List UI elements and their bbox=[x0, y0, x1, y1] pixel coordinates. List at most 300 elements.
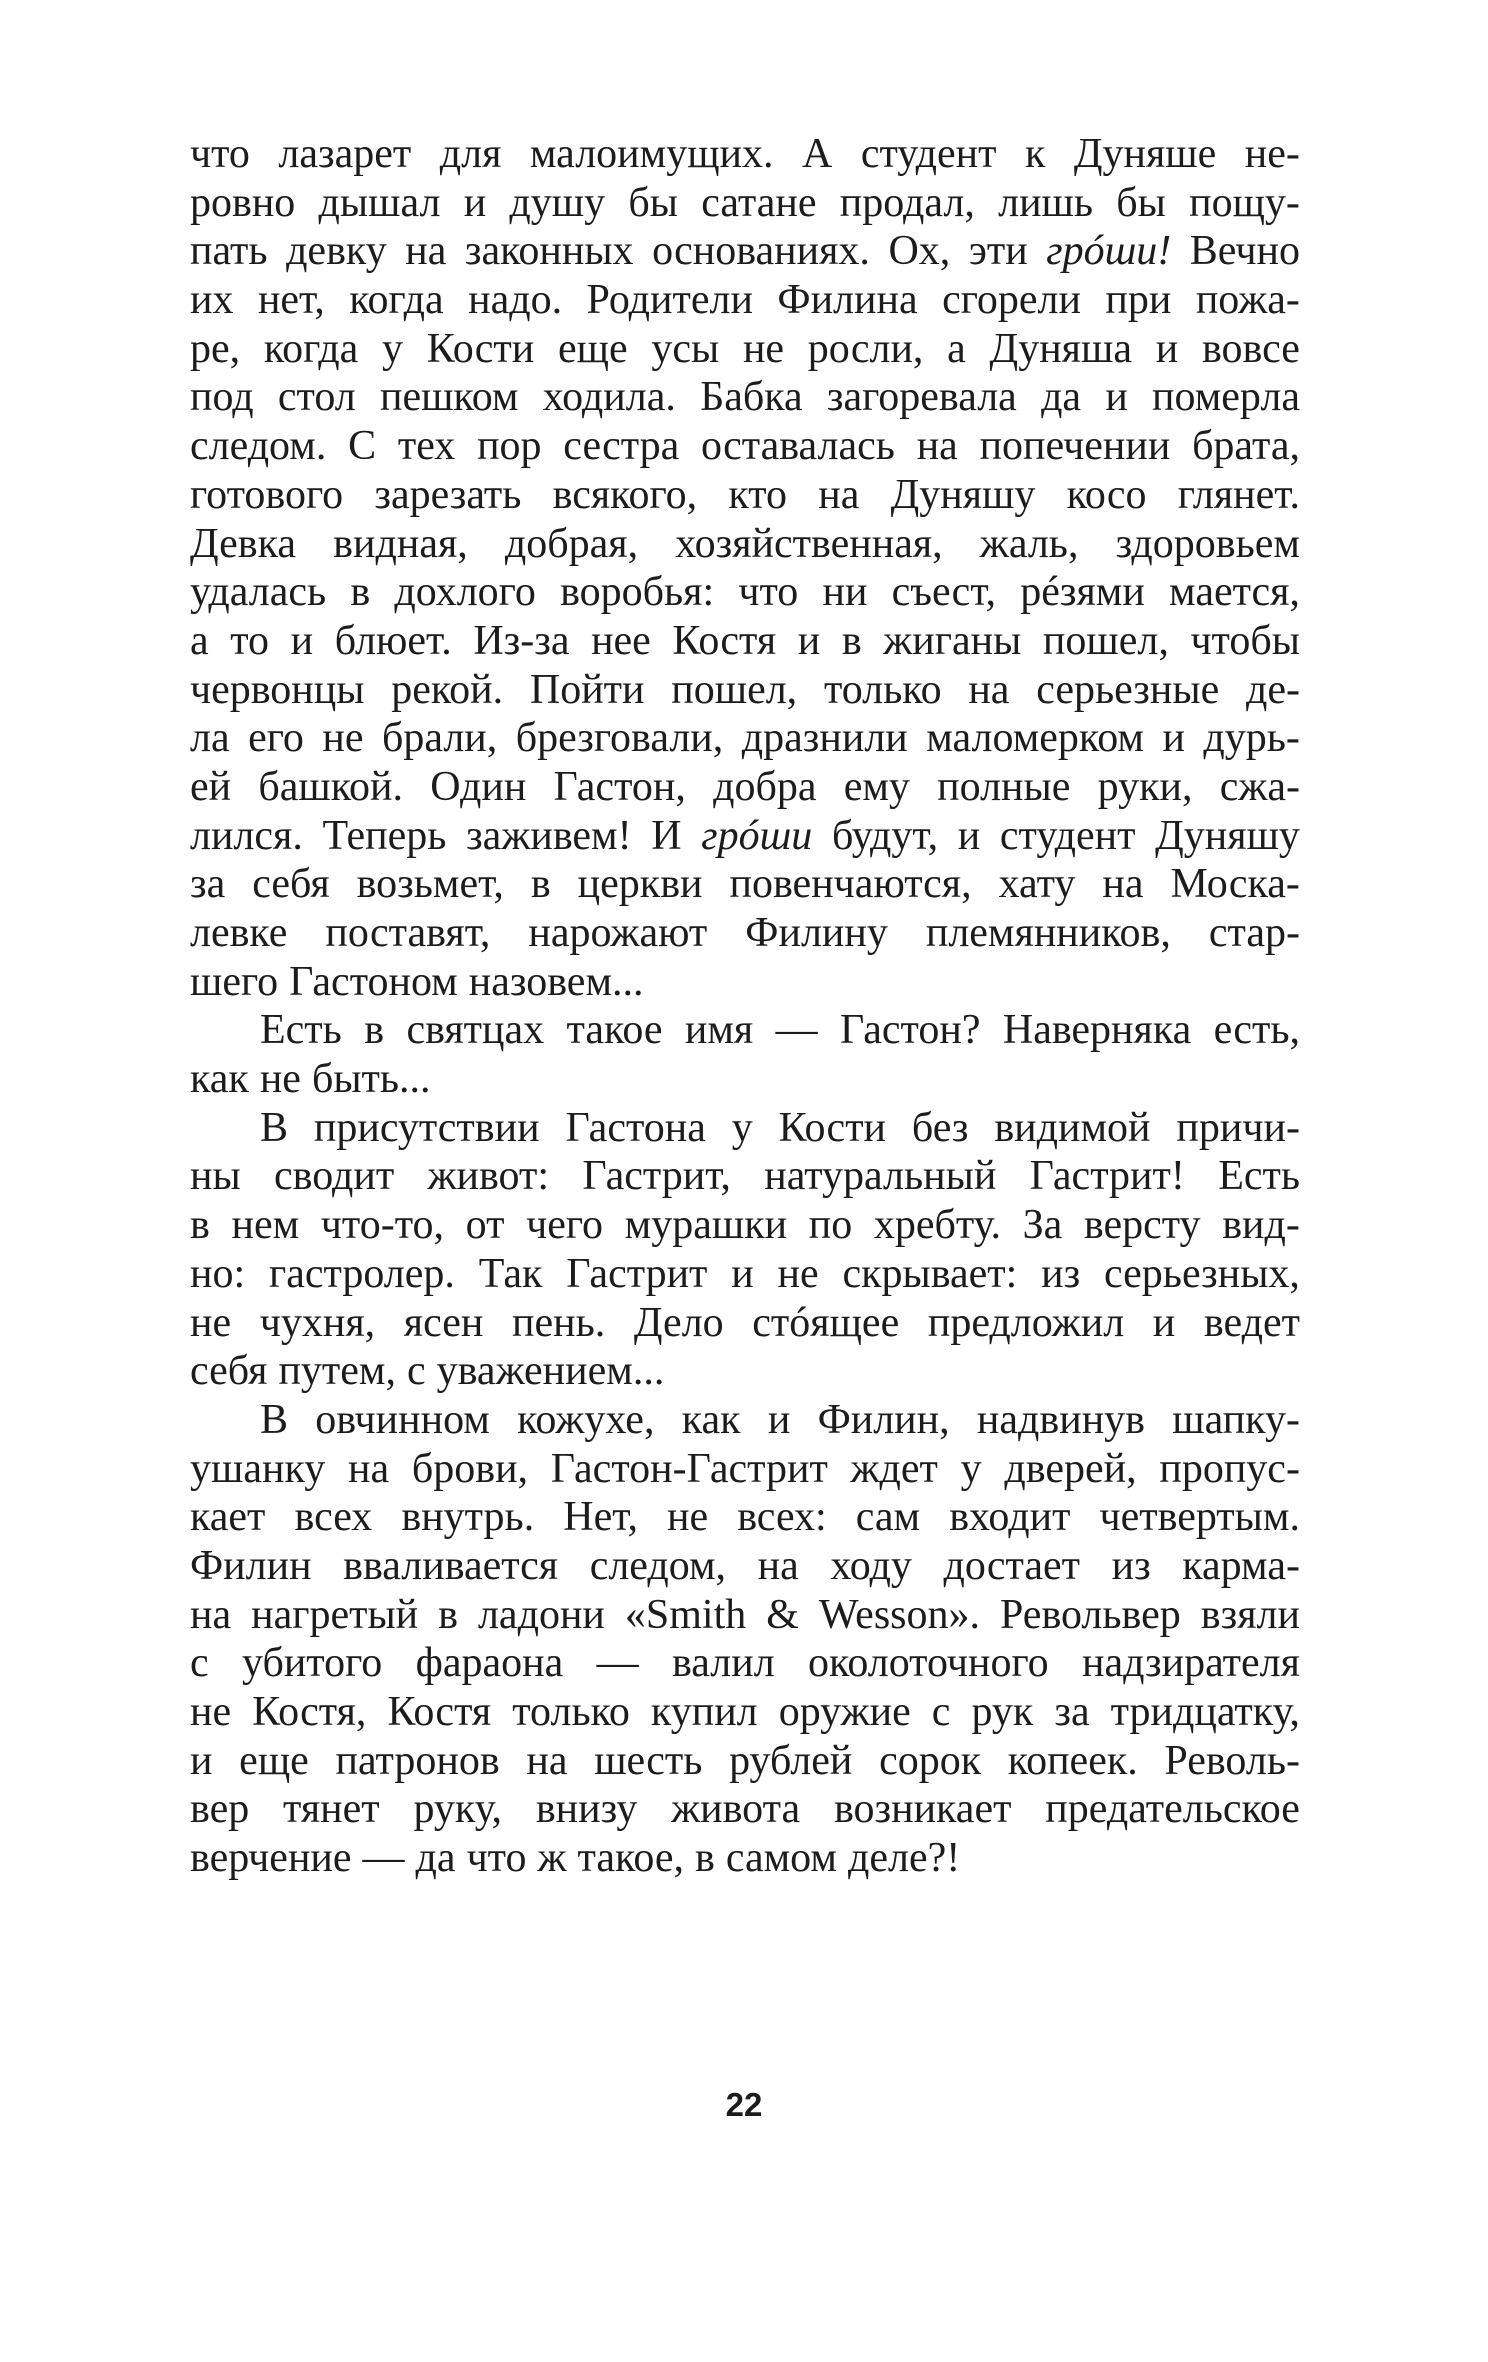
text-line bbox=[190, 1639, 1300, 1688]
text-line bbox=[190, 958, 1300, 1007]
word: чухня, bbox=[259, 1299, 376, 1346]
word: на bbox=[757, 1542, 799, 1589]
text-line bbox=[190, 1542, 1300, 1591]
word: пор bbox=[477, 423, 542, 470]
word: Дуняша bbox=[989, 325, 1132, 372]
word: из bbox=[1041, 1250, 1081, 1297]
word: нарожают bbox=[528, 910, 708, 956]
word: скрывает: bbox=[842, 1250, 1018, 1297]
word: у bbox=[382, 325, 404, 372]
page-number: 22 bbox=[725, 2086, 763, 2123]
text-line bbox=[190, 1785, 1300, 1834]
word: имя bbox=[684, 1007, 754, 1054]
word: внизу bbox=[535, 1786, 638, 1833]
word: дверей, bbox=[1004, 1445, 1137, 1492]
word: Дело bbox=[633, 1299, 724, 1346]
word: на bbox=[968, 666, 1010, 713]
word: студент bbox=[860, 131, 997, 177]
word: ни bbox=[822, 569, 868, 616]
word: из bbox=[1111, 1542, 1151, 1589]
word: всякого, bbox=[552, 471, 698, 518]
word: брали, bbox=[381, 715, 498, 762]
word: церкви bbox=[577, 861, 703, 908]
word: и bbox=[1105, 374, 1128, 421]
word: Дуняшу bbox=[890, 471, 1036, 518]
body-text bbox=[190, 130, 1300, 1883]
word: ему bbox=[843, 763, 910, 810]
word: и bbox=[190, 1737, 213, 1784]
word: и bbox=[957, 812, 981, 859]
text-line bbox=[190, 1396, 1300, 1445]
word: лился. bbox=[190, 812, 303, 859]
word: внутрь. bbox=[401, 1494, 535, 1541]
word: башкой. bbox=[258, 763, 403, 810]
word: что bbox=[190, 131, 250, 177]
word: в bbox=[694, 1835, 715, 1882]
word: что bbox=[466, 1835, 527, 1882]
word: вваливается bbox=[343, 1542, 559, 1589]
word: червонцы bbox=[190, 666, 365, 713]
word: померла bbox=[1152, 374, 1300, 421]
word: ходу bbox=[830, 1542, 912, 1589]
word: глянет. bbox=[1177, 471, 1300, 518]
word: стóящее bbox=[752, 1299, 900, 1346]
text-line bbox=[190, 276, 1300, 325]
word: под bbox=[190, 374, 254, 421]
word: есть, bbox=[1213, 1007, 1300, 1054]
text-line bbox=[190, 1201, 1300, 1250]
word: и bbox=[1162, 715, 1185, 762]
word: да bbox=[415, 1835, 456, 1882]
word: В bbox=[260, 1396, 289, 1443]
word: кает bbox=[190, 1494, 266, 1541]
word: ладони bbox=[477, 1591, 605, 1638]
word: дышал bbox=[318, 179, 441, 226]
word: грóши bbox=[701, 812, 813, 859]
word: что bbox=[738, 569, 799, 616]
word: зарезать bbox=[374, 471, 522, 518]
word: только bbox=[823, 666, 942, 713]
word: Wesson». bbox=[818, 1591, 981, 1638]
word: надзирателя bbox=[1082, 1640, 1300, 1687]
word: Филину bbox=[745, 910, 888, 956]
word: студент bbox=[999, 812, 1136, 859]
word: Ох, bbox=[888, 228, 951, 275]
word: натуральный bbox=[764, 1153, 997, 1200]
word: хату bbox=[998, 861, 1076, 908]
word: валил bbox=[672, 1640, 775, 1687]
word: сводит bbox=[274, 1153, 395, 1200]
word: надо. bbox=[468, 277, 563, 324]
word: Дуняше bbox=[1073, 131, 1217, 177]
text-line bbox=[190, 179, 1300, 228]
word: Вечно bbox=[1189, 228, 1300, 275]
word: руку, bbox=[413, 1786, 503, 1833]
word: еще bbox=[557, 325, 628, 372]
text-line bbox=[190, 1493, 1300, 1542]
word: удалась bbox=[190, 569, 327, 616]
word: их bbox=[190, 277, 234, 324]
word: сжа- bbox=[1219, 763, 1300, 810]
word: и bbox=[1155, 325, 1179, 372]
text-line bbox=[190, 909, 1300, 958]
word: еще bbox=[239, 1737, 309, 1784]
word: Револьвер bbox=[1000, 1591, 1181, 1638]
word: будут, bbox=[831, 812, 939, 859]
word: ходила. bbox=[542, 374, 676, 421]
word: ясен bbox=[403, 1299, 484, 1346]
word: достает bbox=[943, 1542, 1081, 1589]
word: когда bbox=[263, 325, 359, 372]
word: да bbox=[1041, 374, 1082, 421]
word: ны bbox=[190, 1153, 241, 1200]
word: путем, bbox=[278, 1348, 396, 1395]
text-line bbox=[190, 1152, 1300, 1201]
word: что-то, bbox=[320, 1202, 445, 1249]
word: ждет bbox=[850, 1445, 938, 1492]
text-line bbox=[190, 714, 1300, 763]
word: сгорели bbox=[942, 277, 1081, 324]
word: от bbox=[465, 1202, 505, 1249]
word: Гастрит bbox=[566, 1250, 708, 1297]
word: и bbox=[767, 1396, 791, 1443]
word: при bbox=[1105, 277, 1172, 324]
word: кто bbox=[728, 471, 788, 518]
word: версту bbox=[1083, 1202, 1201, 1249]
word: попечении bbox=[979, 423, 1171, 470]
word: овчинном bbox=[315, 1396, 490, 1443]
word: надвинув bbox=[976, 1396, 1146, 1443]
word: присутствии bbox=[313, 1104, 540, 1151]
word: за bbox=[190, 861, 226, 908]
word: на bbox=[1102, 861, 1144, 908]
word: не bbox=[777, 1250, 819, 1297]
word: видная, bbox=[333, 520, 468, 567]
word: и bbox=[463, 179, 487, 226]
word: в bbox=[530, 861, 551, 908]
word: не bbox=[322, 715, 364, 762]
text-line bbox=[190, 763, 1300, 812]
word: Гастрит, bbox=[582, 1153, 731, 1200]
word: лишь bbox=[998, 179, 1094, 226]
word: живот: bbox=[427, 1153, 550, 1200]
word: не bbox=[742, 325, 785, 372]
word: росли, bbox=[807, 325, 924, 372]
word: вовсе bbox=[1201, 325, 1300, 372]
word: по bbox=[808, 1202, 853, 1249]
word: околоточного bbox=[808, 1640, 1049, 1687]
word: руки, bbox=[1097, 763, 1193, 810]
word: входит bbox=[949, 1494, 1071, 1541]
word: пошел, bbox=[1042, 617, 1169, 664]
word: Револь- bbox=[1164, 1737, 1300, 1784]
word: нагретый bbox=[251, 1591, 419, 1638]
word: тридцатку, bbox=[1110, 1689, 1300, 1735]
word: серьезные bbox=[1036, 666, 1220, 713]
word: купил bbox=[650, 1689, 758, 1735]
word: вид- bbox=[1222, 1202, 1300, 1249]
word: пощу- bbox=[1189, 179, 1300, 226]
word: карма- bbox=[1182, 1542, 1300, 1589]
word: стар- bbox=[1208, 910, 1300, 956]
word: с bbox=[190, 1640, 209, 1687]
word: Есть bbox=[1218, 1153, 1300, 1200]
word: Бабка bbox=[700, 374, 803, 421]
word: гастролер. bbox=[268, 1250, 455, 1297]
word: де- bbox=[1246, 666, 1300, 713]
word: кожухе, bbox=[517, 1396, 655, 1443]
word: & bbox=[766, 1591, 799, 1638]
word: Есть bbox=[260, 1007, 342, 1054]
word: рублей bbox=[729, 1737, 853, 1784]
word: Один bbox=[430, 763, 527, 810]
word: Дуняшу bbox=[1155, 812, 1300, 859]
word: деле?! bbox=[847, 1835, 961, 1882]
word: сам bbox=[855, 1494, 921, 1541]
word: пать bbox=[190, 228, 268, 275]
word: тех bbox=[397, 423, 456, 470]
text-line bbox=[190, 1299, 1300, 1348]
word: шапку- bbox=[1172, 1396, 1300, 1443]
word: съест, bbox=[891, 569, 997, 616]
word: добра bbox=[713, 763, 817, 810]
word: то bbox=[230, 617, 270, 664]
word: такое bbox=[566, 1007, 663, 1054]
word: мается, bbox=[1169, 569, 1300, 616]
word: святцах bbox=[406, 1007, 545, 1054]
word: не bbox=[190, 1689, 232, 1735]
word: повенчаются, bbox=[729, 861, 972, 908]
word: следом. bbox=[190, 423, 327, 470]
word: загоревала bbox=[826, 374, 1017, 421]
word: себя bbox=[190, 1348, 268, 1395]
word: в bbox=[438, 1591, 458, 1638]
word: пожа- bbox=[1195, 277, 1300, 324]
word: в bbox=[841, 617, 862, 664]
word: на bbox=[190, 1591, 232, 1638]
word: Гастон? bbox=[840, 1007, 981, 1054]
word: тянет bbox=[283, 1786, 380, 1833]
word: брови, bbox=[411, 1445, 529, 1492]
word: ла bbox=[190, 715, 230, 762]
word: не bbox=[667, 1494, 709, 1541]
text-line bbox=[190, 666, 1300, 715]
word: бы bbox=[628, 179, 678, 226]
word: себя bbox=[252, 861, 330, 908]
word: Моска- bbox=[1170, 861, 1300, 908]
word: только bbox=[512, 1689, 630, 1735]
word: малоимущих. bbox=[529, 131, 774, 177]
word: в bbox=[350, 569, 371, 616]
word: Филин, bbox=[817, 1396, 950, 1443]
word: у bbox=[731, 1104, 753, 1151]
word: сатане bbox=[701, 179, 817, 226]
word: В bbox=[260, 1104, 289, 1151]
text-line bbox=[190, 471, 1300, 520]
text-line bbox=[190, 1737, 1300, 1786]
word: на bbox=[818, 471, 860, 518]
word: без bbox=[911, 1104, 969, 1151]
word: на bbox=[348, 1445, 390, 1492]
word: хребту. bbox=[873, 1202, 1001, 1249]
word: не- bbox=[1244, 131, 1300, 177]
word: у bbox=[960, 1445, 982, 1492]
word: Гастона bbox=[565, 1104, 706, 1151]
word: а bbox=[190, 617, 209, 664]
word: племянников, bbox=[925, 910, 1171, 956]
word: четвертым. bbox=[1099, 1494, 1300, 1541]
word: оружие bbox=[778, 1689, 911, 1735]
word: шесть bbox=[594, 1737, 703, 1784]
word: основаниях. bbox=[652, 228, 870, 275]
word: ей bbox=[190, 763, 232, 810]
word: с bbox=[931, 1689, 951, 1735]
word: пешком bbox=[379, 374, 519, 421]
word: С bbox=[348, 423, 377, 470]
word: Гастон-Гастрит bbox=[550, 1445, 828, 1492]
word: левке bbox=[190, 910, 288, 956]
word: душу bbox=[509, 179, 606, 226]
word: шего bbox=[190, 958, 279, 1005]
text-line bbox=[190, 1250, 1300, 1299]
word: на bbox=[526, 1737, 568, 1784]
word: грóши! bbox=[1046, 228, 1172, 275]
word: дохлого bbox=[394, 569, 536, 616]
word: чтобы bbox=[1190, 617, 1300, 664]
text-line bbox=[190, 1445, 1300, 1494]
word: и bbox=[797, 617, 821, 664]
word: — bbox=[362, 1835, 405, 1882]
word: видимой bbox=[994, 1104, 1151, 1151]
word: убитого bbox=[242, 1640, 383, 1687]
word: всех: bbox=[737, 1494, 827, 1541]
word: стол bbox=[277, 374, 356, 421]
word: поставят, bbox=[325, 910, 491, 956]
word: рéзями bbox=[1020, 569, 1145, 616]
word: «Smith bbox=[624, 1591, 747, 1638]
word: живота bbox=[671, 1786, 801, 1833]
word: к bbox=[1024, 131, 1046, 177]
word: дурь- bbox=[1203, 715, 1300, 762]
word: брезговали, bbox=[515, 715, 724, 762]
word: фараона bbox=[415, 1640, 564, 1687]
word: ж bbox=[537, 1835, 567, 1882]
word: — bbox=[596, 1640, 639, 1687]
text-line bbox=[190, 325, 1300, 374]
word: пень. bbox=[512, 1299, 606, 1346]
word: причи- bbox=[1176, 1104, 1300, 1151]
word: возьмет, bbox=[356, 861, 504, 908]
word: Теперь bbox=[322, 812, 447, 859]
text-line bbox=[190, 1347, 1300, 1396]
word: ровно bbox=[190, 179, 296, 226]
word: лазарет bbox=[278, 131, 412, 177]
word: патронов bbox=[335, 1737, 500, 1784]
word: косо bbox=[1066, 471, 1147, 518]
word: Кости bbox=[426, 325, 535, 372]
word: копеек. bbox=[1007, 1737, 1138, 1784]
word: чего bbox=[526, 1202, 604, 1249]
word: Костя bbox=[387, 1689, 492, 1735]
word: за bbox=[1054, 1689, 1090, 1735]
word: всех bbox=[294, 1494, 373, 1541]
word: Костя, bbox=[252, 1689, 367, 1735]
word: усы bbox=[651, 325, 720, 372]
word: жаль, bbox=[979, 520, 1079, 567]
word: Гастоном bbox=[289, 958, 458, 1005]
text-line bbox=[190, 1688, 1300, 1737]
word: мурашки bbox=[624, 1202, 788, 1249]
text-line bbox=[190, 130, 1300, 179]
word: маломерком bbox=[926, 715, 1144, 762]
word: И bbox=[651, 812, 682, 859]
word: Наверняка bbox=[1002, 1007, 1192, 1054]
word: рук bbox=[971, 1689, 1034, 1735]
word: полные bbox=[937, 763, 1071, 810]
word: эти bbox=[968, 228, 1028, 275]
word: назовем... bbox=[468, 958, 644, 1005]
word: не bbox=[190, 1299, 232, 1346]
word: а bbox=[947, 325, 966, 372]
word: бы bbox=[1116, 179, 1166, 226]
word: рекой. bbox=[391, 666, 504, 713]
text-line bbox=[190, 227, 1300, 276]
word: в bbox=[364, 1007, 385, 1054]
word: предложил bbox=[927, 1299, 1125, 1346]
word: Так bbox=[478, 1250, 543, 1297]
word: заживем! bbox=[466, 812, 632, 859]
word: Филин bbox=[190, 1542, 312, 1589]
text-line bbox=[190, 812, 1300, 861]
word: ушанку bbox=[190, 1445, 326, 1492]
word: воробья: bbox=[560, 569, 715, 616]
word: А bbox=[802, 131, 833, 177]
text-line bbox=[190, 860, 1300, 909]
word: самом bbox=[725, 1835, 837, 1882]
text-line bbox=[190, 1055, 1300, 1104]
word: брата, bbox=[1192, 423, 1300, 470]
word: как bbox=[190, 1056, 249, 1103]
word: как bbox=[681, 1396, 741, 1443]
word: нем bbox=[231, 1202, 300, 1249]
word: блюет. bbox=[334, 617, 452, 664]
word: Девка bbox=[190, 520, 297, 567]
text-line bbox=[190, 1104, 1300, 1153]
word: но: bbox=[190, 1250, 246, 1297]
word: оставалась bbox=[701, 423, 895, 470]
word: Нет, bbox=[563, 1494, 638, 1541]
word: сорок bbox=[879, 1737, 982, 1784]
word: следом, bbox=[589, 1542, 727, 1589]
word: Филина bbox=[777, 277, 918, 324]
word: Родители bbox=[586, 277, 753, 324]
word: его bbox=[248, 715, 304, 762]
word: на bbox=[405, 228, 447, 275]
text-line bbox=[190, 1834, 1300, 1883]
text-line bbox=[190, 1006, 1300, 1055]
word: когда bbox=[349, 277, 444, 324]
word: Кости bbox=[778, 1104, 887, 1151]
word: хозяйственная, bbox=[675, 520, 943, 567]
word: Из-за bbox=[473, 617, 570, 664]
word: уважением... bbox=[436, 1348, 665, 1395]
word: дразнили bbox=[741, 715, 908, 762]
word: готового bbox=[190, 471, 344, 518]
word: верчение bbox=[190, 1835, 352, 1882]
word: За bbox=[1022, 1202, 1063, 1249]
word: добрая, bbox=[504, 520, 639, 567]
word: жиганы bbox=[883, 617, 1022, 664]
